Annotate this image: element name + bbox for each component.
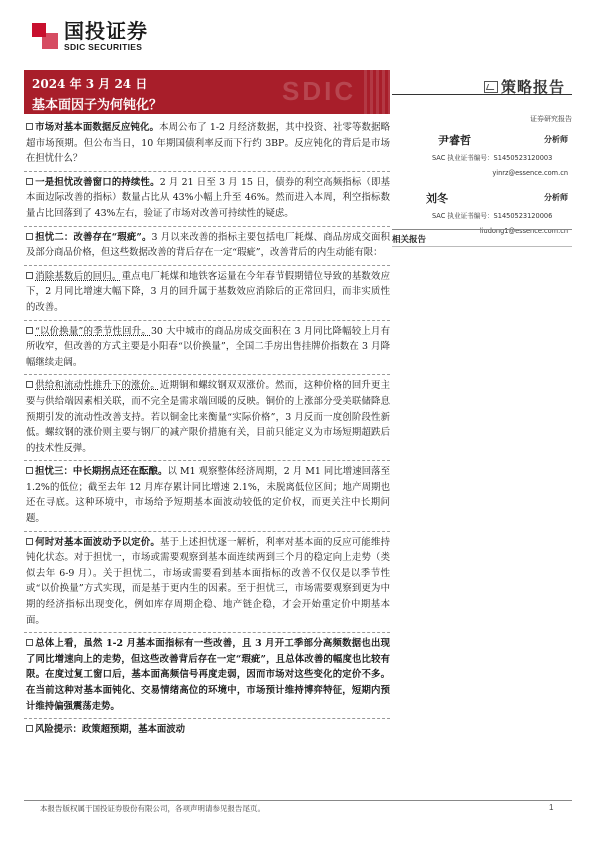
related-rule — [392, 246, 572, 247]
logo-mark-icon — [32, 23, 58, 49]
brand-name-cn: 国投证券 — [64, 19, 148, 43]
paragraph-body: 以 M1 观察整体经济周期，2 月 M1 同比增速回落至 1.2%的低位；截至去年 12 月库存累计同比增速 2.1%，未脱离低位区间；地产周期也还在寻底。这种环境中，市场给予短期基本面波动较低的定价权，而更关注中长期问题。 — [26, 466, 390, 525]
analyst-email[interactable]: liudong1@essence.com.cn — [479, 227, 568, 235]
page-number: 1 — [549, 803, 554, 812]
paragraph-body: 本周公布了 1-2 月经济数据，其中投资、社零等数据略超市场预期。但公布当日，10 年期国债利率反而下行约 3BP。反应钝化的背后是市场在担忧什么？ — [26, 122, 390, 165]
paragraph-body: 3 月以来改善的指标主要包括电厂耗煤、商品房成交面积及部分商品价格，但这些数据改善的背后存在一定“瑕疵”，改善背后的内生动能有限： — [26, 231, 390, 259]
paragraph — [24, 269, 390, 316]
checkbox-icon — [26, 467, 33, 474]
checkbox-icon — [26, 123, 33, 130]
paragraph-lead: 一是担忧改善窗口的持续性。 — [35, 176, 160, 188]
sidebar — [402, 100, 572, 246]
report-subtitle: 证券研究报告 — [530, 115, 572, 123]
paragraph — [24, 464, 390, 526]
paragraph-lead: 总体上看， — [35, 638, 84, 650]
paragraph — [24, 324, 390, 371]
banner-watermark: SDIC — [282, 76, 357, 106]
paragraph-body: 30 大中城市的商品房成交面积在 3 月同比降幅较上月有所收窄，但改善的方式主要是小阳春“以价换量”，全国二手房出售挂牌价指数在 3 月降幅继续走阔。 — [26, 325, 390, 368]
paragraph-body: 近期铜和螺纹钢双双涨价。然而，这种价格的回升更主要与供给端因素相关联，而不完全是需求端回暖的反映。铜价的上涨部分受美联储降息预期引发的流动性改善支持。若以铜金比来衡量“实际价格”，3 月反而一度创阶段性新低。螺纹钢的涨价则主要与钢厂的减产限价措施有关，目前只能定义为市场短期超跌后的技术性反弹。 — [26, 380, 390, 454]
paragraph-lead: “以价换量”的季节性回升。 — [35, 325, 151, 337]
brand-logo — [32, 20, 148, 52]
checkbox-icon — [26, 327, 33, 334]
checkbox-icon — [26, 233, 33, 240]
chart-icon — [484, 81, 498, 93]
paragraph — [24, 230, 390, 261]
report-title: 基本面因子为何钝化？ — [32, 98, 163, 113]
paragraph-lead: 何时对基本面波动予以定价。 — [35, 536, 160, 548]
paragraph-lead: 担忧二：改善存在“瑕疵”。 — [35, 231, 152, 243]
checkbox-icon — [26, 639, 33, 646]
report-type-label: 策略报告 — [501, 78, 566, 96]
paragraph — [24, 722, 390, 738]
footer-rule — [24, 800, 572, 801]
paragraph-lead: 市场对基本面数据反应钝化。 — [35, 122, 160, 133]
analyst-cert: SAC 执业证书编号：S1450523120006 — [432, 212, 553, 220]
paragraph-lead: 供给和流动性推升下的涨价。 — [35, 380, 160, 392]
paragraph-body: 2 月 21 日至 3 月 15 日，债券的利空高频指标（即基本面边际改善的指标）数量占比从 43%小幅上升至 46%。然而进入本周，利空指标数量占比回落到了 43%左右，验证了市场对改善可持续性的疑虑。 — [26, 176, 390, 219]
footer-disclaimer: 本报告版权属于国投证券股份有限公司，各项声明请参见报告尾页。 — [40, 804, 265, 813]
checkbox-icon — [26, 381, 33, 388]
paragraph — [24, 120, 390, 167]
main-content — [24, 120, 390, 742]
paragraph-body: 虽然 1-2 月基本面指标有一些改善，且 3 月开工季部分高频数据也出现了同比增速向上的走势，但这些改善背后存在一定“瑕疵”，且总体改善的幅度也比较有限。在度过复工窗口后，基本面高频信号再度走弱，因而市场对这些变化的定价不多。在当前这种对基本面钝化、交易情绪高位的环境中，市场预计维持博弈特征，短期内预计维持偏强震荡走势。 — [26, 638, 390, 712]
analyst-cert: SAC 执业证书编号：S1450523120003 — [432, 154, 553, 162]
paragraph-body: 政策超预期，基本面波动 — [81, 724, 186, 736]
analyst-email[interactable]: yinrz@essence.com.cn — [492, 169, 568, 177]
banner-stripes — [364, 70, 390, 114]
report-date: 2024 年 3 月 24 日 — [32, 77, 148, 91]
title-banner — [24, 70, 390, 114]
paragraph-lead: 消除基数后的回归。 — [35, 270, 122, 282]
checkbox-icon — [26, 538, 33, 545]
brand-name-en: SDIC SECURITIES — [64, 42, 143, 52]
paragraph — [24, 535, 390, 629]
paragraph-body: 重点电厂耗煤和地铁客运量在今年春节假期错位导致的基数效应下，2 月同比增速大幅下降，3 月的回升属于基数效应消除后的正常回归，而非实质性的改善。 — [26, 270, 390, 313]
analyst-card — [402, 132, 572, 188]
checkbox-icon — [26, 178, 33, 185]
analyst-name: 尹睿哲 — [438, 134, 471, 147]
paragraph-lead: 担忧三：中长期拐点还在酝酿。 — [35, 466, 168, 478]
checkbox-icon — [26, 725, 33, 732]
paragraph-lead: 风险提示： — [35, 724, 82, 736]
paragraph — [24, 636, 390, 714]
related-reports-heading: 相关报告 — [392, 229, 572, 245]
paragraph — [24, 175, 390, 222]
report-type-rule — [392, 94, 572, 95]
analyst-role: 分析师 — [544, 193, 568, 202]
checkbox-icon — [26, 272, 33, 279]
analyst-role: 分析师 — [544, 135, 568, 144]
paragraph — [24, 378, 390, 456]
analyst-name: 刘冬 — [426, 192, 448, 205]
paragraph-body: 基于上述担忧逐一解析，利率对基本面的反应可能维持钝化状态。对于担忧一，市场或需要观察到基本面连续两到三个月的稳定向上走势（类似去年 6-9 月）。关于担忧二，市场或需要看到基本面指标的改善不仅仅是以季节性或“以价换量”方式实现，而是基于更内生的因素。至于担忧三，市场需要观察到更为中期的经济指标出现变化，例如库存周期企稳、地产链企稳，才会开始重定价中期基本面。 — [26, 536, 390, 626]
